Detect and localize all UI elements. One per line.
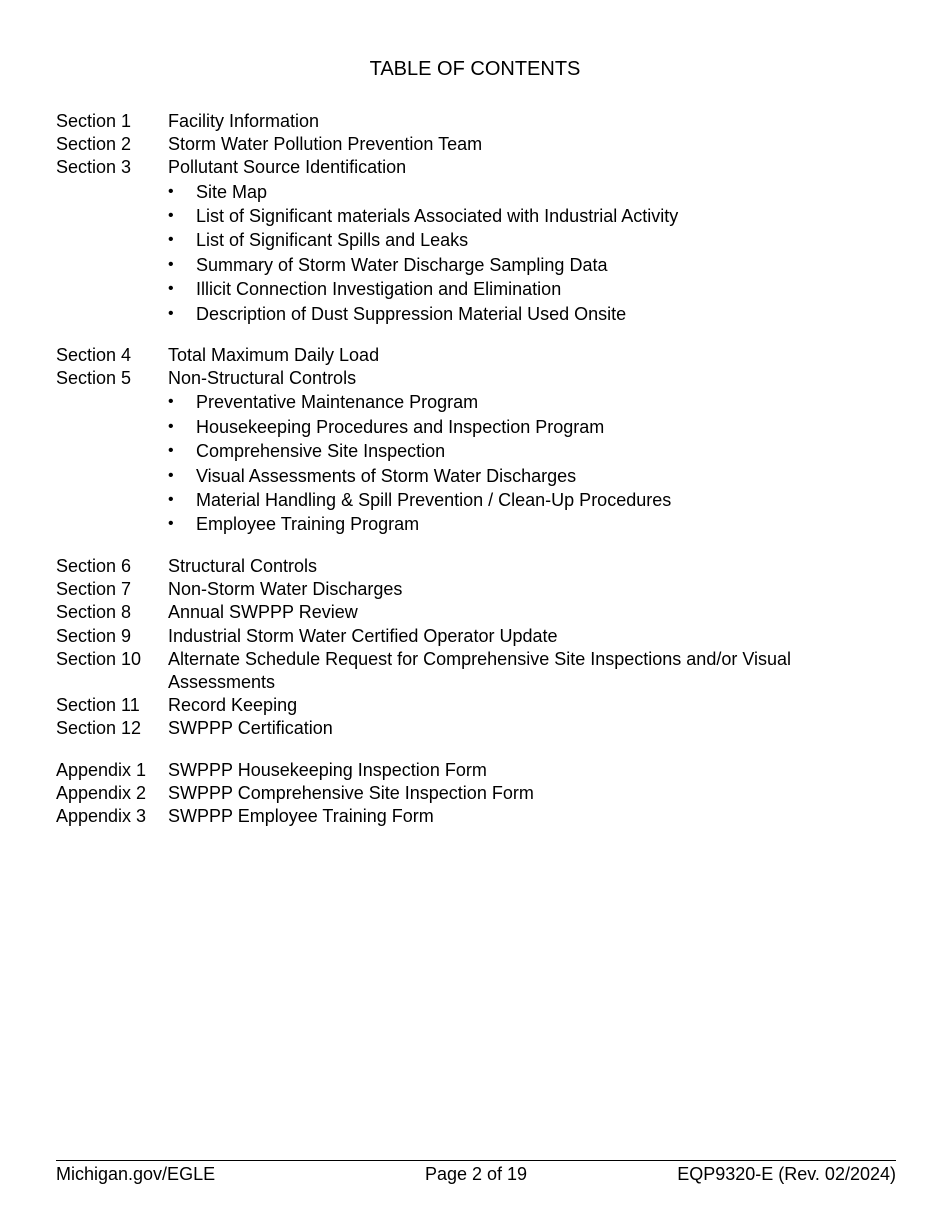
subitem-text: Site Map [196, 181, 268, 202]
toc-entry-title: Facility Information [168, 111, 320, 131]
list-item [168, 180, 896, 204]
toc-entry-section-3 [56, 156, 896, 179]
toc-entry-appendix-3 [56, 805, 896, 828]
bullet-icon: • [168, 231, 174, 249]
toc-entry-title: Alternate Schedule Request for Comprehensive Site Inspections and/or Visual Assessments [168, 648, 792, 692]
toc-entry-label: Section 2 [56, 134, 132, 155]
bullet-icon: • [168, 491, 174, 509]
toc-entry-title: Pollutant Source Identification [168, 157, 407, 178]
toc-group-sections-6-12 [56, 555, 896, 741]
toc-entry-label: Section 9 [56, 625, 132, 646]
toc-entry-section-5 [56, 367, 896, 390]
toc-entry-section-4 [56, 344, 896, 367]
list-item [168, 277, 896, 301]
toc-entry-title: Record Keeping [168, 695, 298, 716]
table-of-contents [56, 110, 896, 846]
toc-entry-label: Appendix 1 [56, 759, 147, 780]
bullet-icon: • [168, 393, 174, 411]
bullet-icon: • [168, 182, 174, 200]
toc-entry-title: SWPPP Housekeeping Inspection Form [168, 759, 487, 780]
toc-entry-appendix-1 [56, 759, 896, 782]
section-5-subitems [56, 390, 896, 536]
toc-entry-section-10 [56, 648, 896, 694]
toc-entry-title: Storm Water Pollution Prevention Team [168, 134, 483, 155]
toc-entry-title: Annual SWPPP Review [168, 602, 358, 623]
toc-entry-title: Non-Storm Water Discharges [168, 579, 403, 600]
subitem-text: List of Significant materials Associated with Industrial Activity [196, 206, 679, 227]
toc-entry-section-2 [56, 133, 896, 156]
bullet-icon: • [168, 280, 174, 298]
list-item [168, 390, 896, 414]
toc-group-sections-4-5 [56, 344, 896, 537]
list-item [168, 302, 896, 326]
list-item [168, 512, 896, 536]
footer-divider [56, 1160, 896, 1161]
subitem-text: Comprehensive Site Inspection [196, 441, 446, 462]
toc-entry-section-6 [56, 555, 896, 578]
subitem-text: Housekeeping Procedures and Inspection Program [196, 416, 605, 437]
toc-group-sections-1-3 [56, 110, 896, 326]
toc-entry-title: Structural Controls [168, 555, 318, 576]
subitem-text: Employee Training Program [196, 514, 420, 535]
bullet-icon: • [168, 207, 174, 225]
list-item [168, 464, 896, 488]
bullet-icon: • [168, 417, 174, 435]
toc-entry-appendix-2 [56, 782, 896, 805]
list-item [168, 204, 896, 228]
toc-entry-section-12 [56, 717, 896, 740]
subitem-text: List of Significant Spills and Leaks [196, 230, 469, 251]
toc-entry-label: Section 11 [56, 695, 140, 716]
subitem-text: Illicit Connection Investigation and Elimination [196, 279, 562, 300]
toc-entry-section-1 [56, 110, 896, 133]
bullet-icon: • [168, 466, 174, 484]
footer-form-id: EQP9320-E (Rev. 02/2024) [677, 1164, 896, 1184]
list-item [168, 415, 896, 439]
toc-entry-label: Appendix 2 [56, 782, 147, 803]
toc-entry-label: Section 1 [56, 111, 132, 131]
subitem-text: Material Handling & Spill Prevention / Clean-Up Procedures [196, 490, 672, 511]
toc-entry-label: Section 10 [56, 648, 142, 669]
bullet-icon: • [168, 442, 174, 460]
bullet-icon: • [168, 255, 174, 273]
toc-entry-title: Industrial Storm Water Certified Operator Update [168, 625, 558, 646]
bullet-icon: • [168, 304, 174, 322]
footer-website: Michigan.gov/EGLE [56, 1164, 216, 1184]
toc-entry-title: Total Maximum Daily Load [168, 345, 380, 366]
subitem-text: Visual Assessments of Storm Water Discharges [196, 465, 577, 486]
page-title: TABLE OF CONTENTS [369, 58, 581, 80]
toc-entry-label: Section 7 [56, 579, 132, 600]
toc-group-appendices [56, 759, 896, 829]
toc-entry-label: Appendix 3 [56, 805, 147, 826]
toc-entry-label: Section 12 [56, 718, 142, 739]
subitem-text: Description of Dust Suppression Material Used Onsite [196, 303, 627, 324]
page-footer [56, 1163, 896, 1187]
toc-entry-title: SWPPP Employee Training Form [168, 805, 434, 826]
toc-entry-section-7 [56, 578, 896, 601]
footer-page-number: Page 2 of 19 [424, 1164, 528, 1184]
toc-entry-label: Section 3 [56, 157, 132, 178]
toc-entry-section-11 [56, 694, 896, 717]
list-item [168, 228, 896, 252]
subitem-text: Preventative Maintenance Program [196, 392, 479, 413]
toc-entry-section-9 [56, 625, 896, 648]
toc-entry-title: Non-Structural Controls [168, 368, 357, 389]
list-item [168, 439, 896, 463]
subitem-text: Summary of Storm Water Discharge Sampling Data [196, 254, 608, 275]
toc-entry-label: Section 8 [56, 602, 132, 623]
list-item [168, 488, 896, 512]
toc-entry-label: Section 5 [56, 368, 132, 389]
toc-entry-title: SWPPP Comprehensive Site Inspection Form [168, 782, 534, 803]
bullet-icon: • [168, 515, 174, 533]
list-item [168, 253, 896, 277]
toc-entry-section-8 [56, 601, 896, 624]
toc-entry-title: SWPPP Certification [168, 718, 333, 739]
toc-entry-label: Section 6 [56, 555, 132, 576]
toc-entry-label: Section 4 [56, 345, 132, 366]
section-3-subitems [56, 180, 896, 326]
